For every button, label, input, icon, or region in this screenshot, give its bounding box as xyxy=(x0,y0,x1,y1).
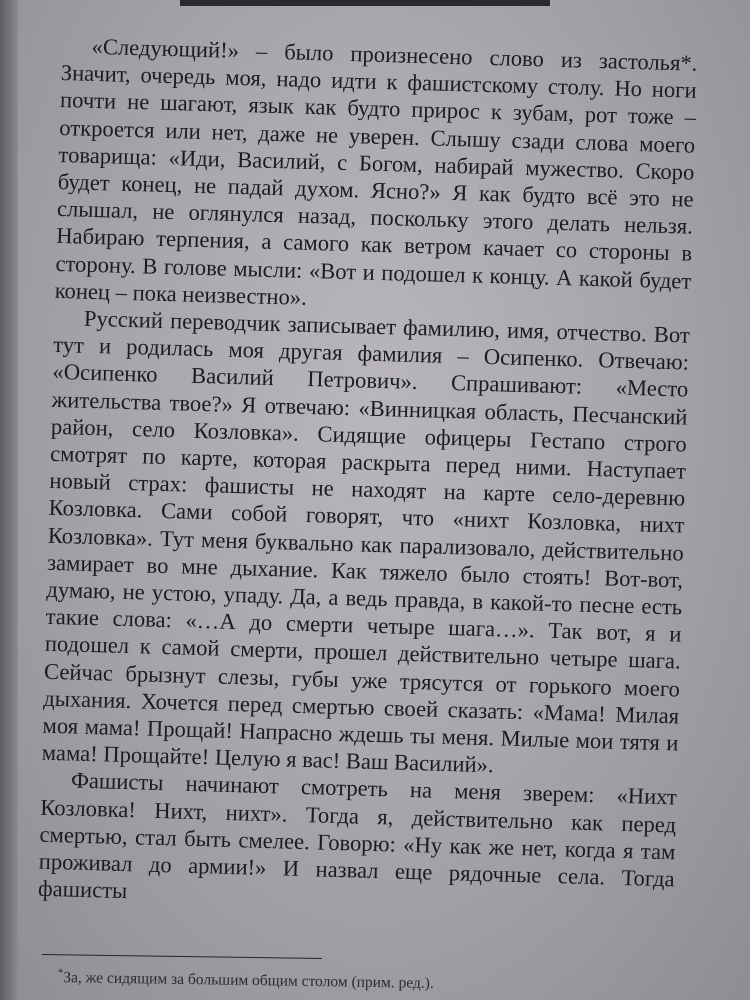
paragraph-3: Фашисты начинают смотреть на меня зверем: «Нихт Козловка! Нихт, нихт». Тогда я, действительно как перед смертью, стал быть смелее. Говорю: «Ну как же нет, когда я там проживал до армии!» И назвал еще рядочные села. Тогда фашисты xyxy=(37,768,678,904)
paragraph-1: «Следующий!» – было произнесено слово из застолья*. Значит, очередь моя, надо идти к фашистскому столу. Но ноги почти не шагают, язык как будто прирос к зубам, рот тоже – откроется или нет, даже не уверен. Слышу сзади слова моего товарища: «Иди, Василий, с Богом, набирай мужество. Скоро будет конец, не падай духом. Ясно?» Я как будто всё это не слышал, не оглянулся назад, поскольку этого делать нельзя. Набираю терпения, а самого как ветром качает со стороны в сторону. В голове мысли: «Вот и подошел к концу. А какой будет конец – пока неизвестно». xyxy=(54,33,698,310)
header-rule xyxy=(180,0,550,6)
footnote-mark: * xyxy=(57,966,64,979)
footnote-rule xyxy=(42,954,322,959)
paragraph-2: Русский переводчик записывает фамилию, имя, отчество. Вот тут и родилась моя другая фамилия – Осипенко. Отвечаю: «Осипенко Василий Петрович». Спрашивают: «Место жительства твое?» Я отвечаю: «Винницкая область, Песчанский район, село Козловка». Сидящие офицеры Гестапо строго смотрят по карте, которая раскрыта перед ними. Наступает новый страх: фашисты не находят на карте село-деревню Козловка. Сами собой говорят, что «нихт Козловка, нихт Козловка». Тут меня буквально как парализовало, действительно замирает во мне дыхание. Как тяжело было стоять! Вот-вот, думаю, не устою, упаду. Да, а ведь правда, в какой-то песне есть такие слова: «…А до смерти четыре шага…». Так вот, я и подошел к самой смерти, прошел действительно четыре шага. Сейчас брызнут слезы, губы уже трясутся от горького моего дыхания. Хочется перед смертью своей сказать: «Мама! Милая моя мама! Прощай! Напрасно ждешь ты меня. Милые мои тятя и мама! Прощайте! Целую я вас! Ваш Василий». xyxy=(41,305,691,778)
body-text xyxy=(38,32,698,920)
footnote xyxy=(58,968,698,997)
footnote-text: За, же сидящим за большим общим столом (прим. ред.). xyxy=(63,969,434,992)
